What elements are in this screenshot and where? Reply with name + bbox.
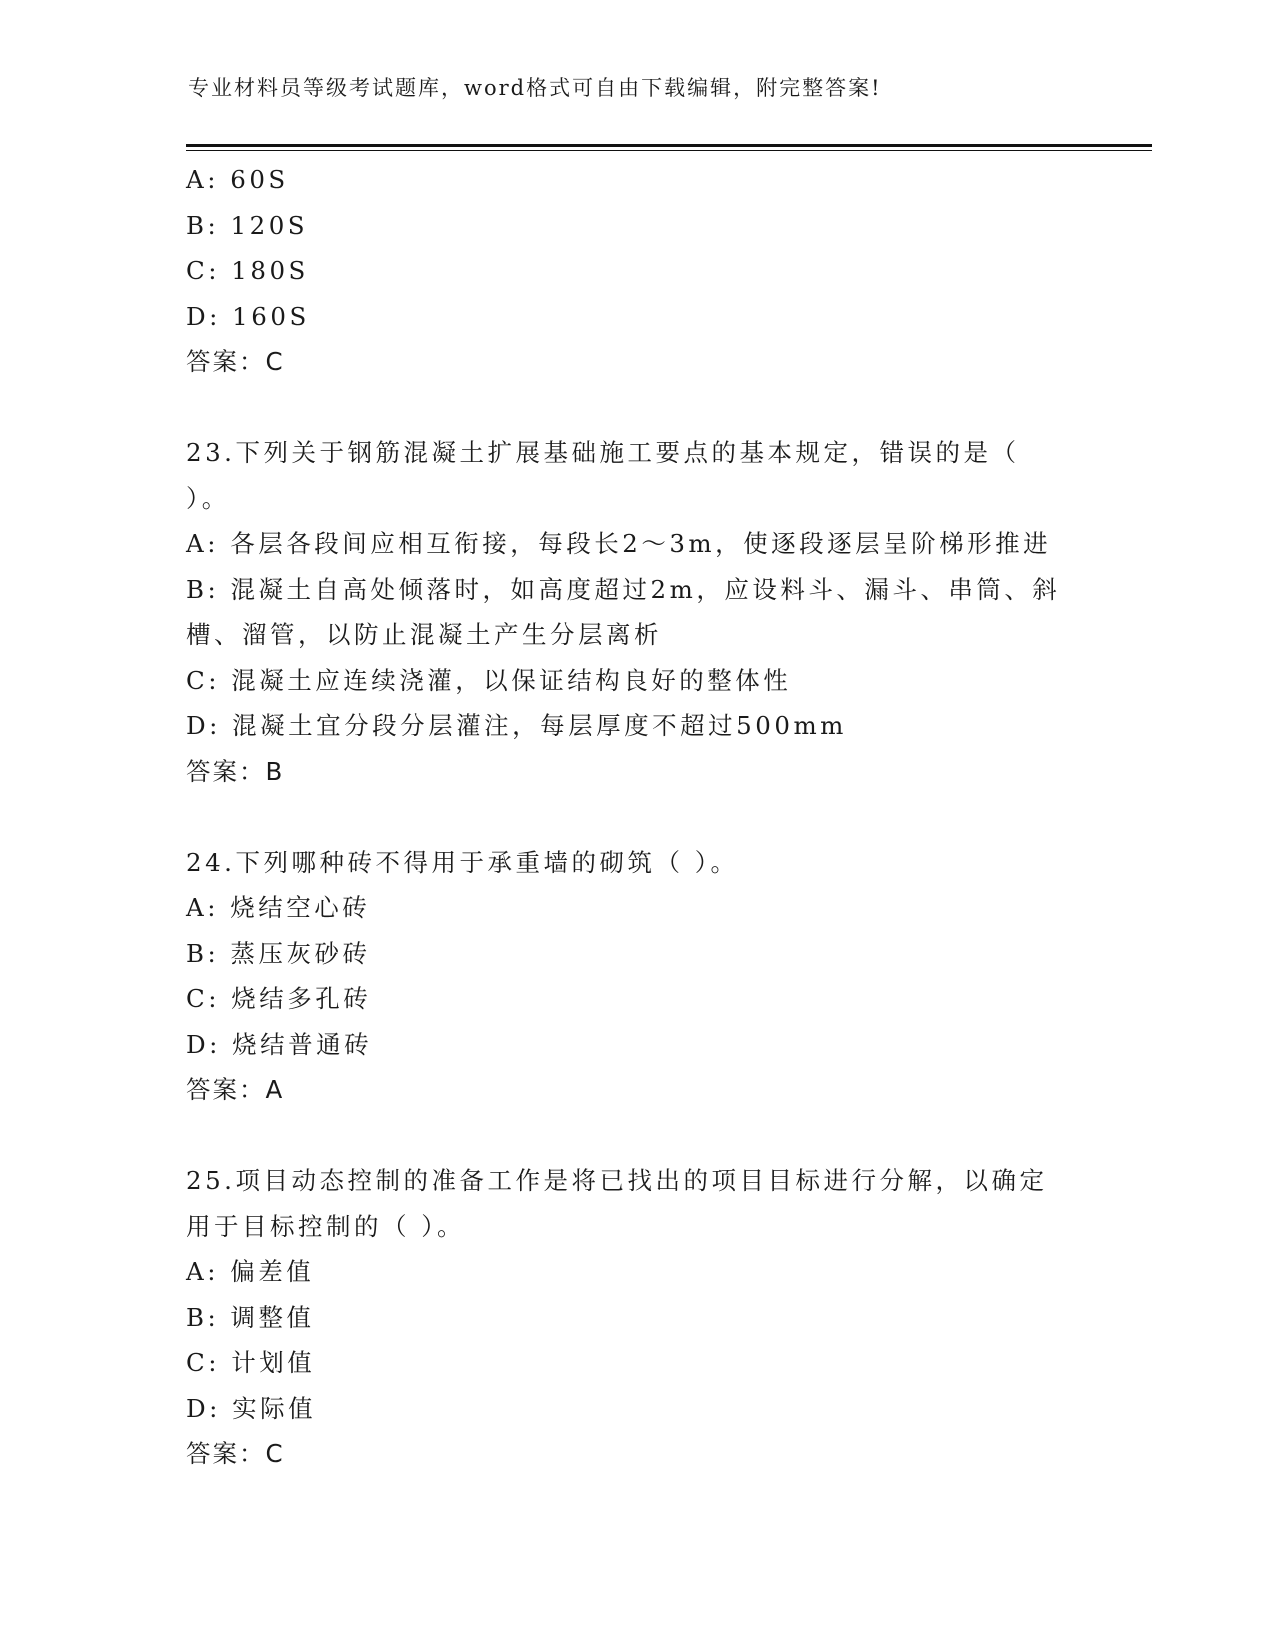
page-header: 专业材料员等级考试题库，word格式可自由下载编辑，附完整答案! [188, 76, 882, 100]
option-c: C: 180S [186, 256, 309, 285]
question-stem-cont: ）。 [186, 483, 230, 513]
answer-line: 答案：A [186, 1075, 285, 1104]
question-25 [186, 1158, 1086, 1477]
option-c: C: 计划值 [186, 1348, 316, 1377]
question-stem: 23.下列关于钢筋混凝土扩展基础施工要点的基本规定，错误的是（ [186, 438, 1020, 467]
option-b: B: 蒸压灰砂砖 [186, 938, 371, 968]
option-a: A: 60S [186, 165, 289, 194]
answer-line: 答案：B [186, 756, 285, 786]
question-24 [186, 840, 1086, 1113]
option-d: D: 实际值 [186, 1393, 317, 1423]
option-d: D: 烧结普通砖 [186, 1029, 373, 1059]
option-d: D: 混凝土宜分段分层灌注，每层厚度不超过500mm [186, 711, 847, 740]
question-23 [186, 430, 1086, 794]
answer-line: 答案：C [186, 1439, 285, 1468]
spacer [186, 794, 1086, 840]
option-b: B: 120S [186, 210, 309, 240]
option-c: C: 烧结多孔砖 [186, 984, 372, 1013]
option-d: D: 160S [186, 301, 310, 331]
option-b: B: 混凝土自高处倾落时，如高度超过2m，应设料斗、漏斗、串筒、斜 [186, 574, 1061, 604]
header-rule-thick [186, 144, 1152, 147]
option-a: A: 各层各段间应相互衔接，每段长2～3m，使逐段逐层呈阶梯形推进 [186, 529, 1052, 558]
option-b: B: 调整值 [186, 1302, 315, 1332]
option-a: A: 偏差值 [186, 1257, 315, 1286]
question-stem: 25.项目动态控制的准备工作是将已找出的项目目标进行分解，以确定 [186, 1166, 1048, 1195]
spacer [186, 1113, 1086, 1159]
question-stem: 24.下列哪种砖不得用于承重墙的砌筑（ ）。 [186, 847, 739, 877]
question-content [186, 157, 1086, 1477]
spacer [186, 385, 1086, 431]
option-b-cont: 槽、溜管，以防止混凝土产生分层离析 [186, 620, 662, 649]
option-c: C: 混凝土应连续浇灌，以保证结构良好的整体性 [186, 665, 792, 695]
prev-question-block [186, 157, 1086, 385]
option-a: A: 烧结空心砖 [186, 893, 371, 922]
question-stem-cont: 用于目标控制的（ ）。 [186, 1211, 466, 1241]
answer-line: 答案：C [186, 347, 285, 376]
header-rule-thin [186, 150, 1152, 151]
